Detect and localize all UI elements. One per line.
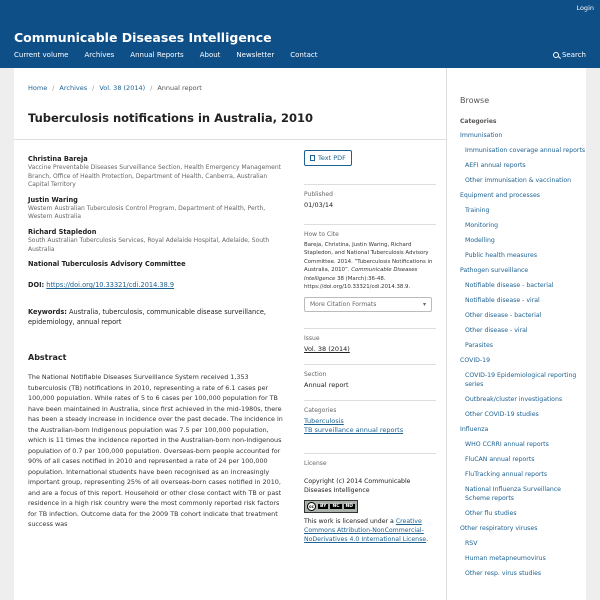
license-text: This work is licensed under a Creative Commons Attribution-NonCommercial-NoDerivatives 4.0 International License. [304, 518, 429, 544]
sidebar-subcategory[interactable]: FluCAN annual reports [465, 456, 535, 463]
sidebar-subcategory[interactable]: Training [465, 207, 490, 214]
abstract-heading: Abstract [28, 353, 67, 363]
section-block [304, 364, 436, 390]
breadcrumb-separator: / [92, 84, 95, 92]
sidebar-subcategory[interactable]: Parasites [465, 342, 493, 349]
sidebar-subcategory[interactable]: AEFI annual reports [465, 162, 526, 169]
sidebar-subcategory[interactable]: COVID-19 Epidemiological reporting series [465, 372, 577, 388]
breadcrumb-volume[interactable]: Vol. 38 (2014) [99, 84, 146, 92]
nav-about[interactable]: About [199, 51, 221, 59]
author-affiliation: South Australian Tuberculosis Services, Royal Adelaide Hospital, Adelaide, South Australia [28, 236, 270, 253]
author-name: National Tuberculosis Advisory Committee [28, 260, 186, 269]
sidebar-subcategory[interactable]: Notifiable disease - bacterial [465, 282, 554, 289]
sidebar-subcategory[interactable]: WHO CCRRI annual reports [465, 441, 549, 448]
search-icon [553, 52, 559, 58]
article-title: Tuberculosis notifications in Australia, 2010 [28, 111, 313, 125]
search-label: Search [561, 51, 586, 59]
sidebar-subcategory[interactable]: National Influenza Surveillance Scheme reports [465, 486, 561, 502]
sidebar-heading: Browse [460, 96, 490, 105]
author-name: Richard Stapledon [28, 227, 97, 236]
license-link[interactable]: Creative Commons Attribution-NonCommercial-NoDerivatives 4.0 International License [304, 518, 427, 544]
category-link-tuberculosis[interactable]: Tuberculosis [304, 417, 344, 426]
nav-archives[interactable]: Archives [84, 51, 115, 59]
citation-formats-dropdown[interactable] [304, 297, 432, 312]
author [28, 154, 284, 190]
copyright-text: Copyright (c) 2014 Communicable Diseases Intelligence [304, 478, 411, 495]
author [28, 195, 284, 222]
nav-current-volume[interactable]: Current volume [14, 51, 69, 59]
author-affiliation: Western Australian Tuberculosis Control Program, Department of Health, Perth, Western Australia [28, 204, 266, 221]
cc-license-badge[interactable] [304, 500, 358, 513]
citation-journal: Communicable Diseases Intelligence [304, 267, 418, 282]
published-label: Published [304, 191, 333, 198]
site-title[interactable]: Communicable Diseases Intelligence [14, 30, 272, 45]
sidebar-category[interactable]: Equipment and processes [460, 192, 540, 199]
author-name: Justin Waring [28, 195, 78, 204]
article-content [28, 154, 284, 530]
sidebar-subcategory[interactable]: RSV [465, 540, 478, 547]
sidebar-subcategory[interactable]: Public health measures [465, 252, 538, 259]
nav-contact[interactable]: Contact [290, 51, 318, 59]
cc-nc-label: NC [332, 504, 340, 510]
published-date: 01/03/14 [304, 201, 334, 209]
sidebar-category[interactable]: Influenza [460, 426, 489, 433]
pdf-label: Text PDF [318, 154, 346, 162]
citation-text: Bareja, Christina, Justin Waring, Richard Stapledon, and National Tuberculosis Advisory Committee. 2014. “Tuberculosis Notifications in Australia, 2010”. Communicable Diseases Intelligence 38 (March):36-48. https://doi.org/10.33321/cdi.2014.38.9. [304, 242, 433, 291]
published-block [304, 184, 436, 210]
main-nav [14, 51, 318, 59]
sidebar-category[interactable]: Immunisation [460, 132, 503, 139]
breadcrumb-separator: / [150, 84, 153, 92]
sidebar-subcategory[interactable]: Outbreak/cluster investigations [465, 396, 563, 403]
sidebar-category[interactable]: COVID-19 [460, 357, 491, 364]
file-icon [310, 155, 315, 162]
license-block [304, 453, 436, 544]
sidebar [446, 68, 586, 600]
citation-formats-label: More Citation Formats [310, 301, 377, 309]
sidebar-subcategory[interactable]: Monitoring [465, 222, 499, 229]
sidebar-subcategory[interactable]: Modelling [465, 237, 495, 244]
sidebar-subcategory[interactable]: Human metapneumovirus [465, 555, 546, 562]
categories-block [304, 400, 436, 435]
sidebar-subcategory[interactable]: Other immunisation & vaccination [465, 177, 572, 184]
issue-link[interactable]: Vol. 38 (2014) [304, 345, 350, 354]
cc-by-label: BY [320, 504, 327, 510]
sidebar-categories-label: Categories [460, 118, 497, 125]
sidebar-subcategory[interactable]: Immunisation coverage annual reports [465, 147, 586, 154]
categories-label: Categories [304, 407, 337, 415]
nav-annual-reports[interactable]: Annual Reports [130, 51, 184, 59]
doi [28, 281, 284, 289]
breadcrumb-separator: / [52, 84, 55, 92]
breadcrumb [28, 84, 202, 92]
issue-block [304, 328, 436, 354]
sidebar-subcategory[interactable]: Other COVID-19 studies [465, 411, 539, 418]
issue-label: Issue [304, 335, 320, 343]
section-label: Section [304, 371, 327, 379]
divider [14, 139, 446, 140]
article-main [14, 68, 446, 600]
sidebar-subcategory[interactable]: Other flu studies [465, 510, 517, 517]
sidebar-category-list [460, 118, 586, 584]
cite-block [304, 224, 436, 312]
cite-label: How to Cite [304, 231, 339, 238]
breadcrumb-home[interactable]: Home [28, 84, 48, 92]
login-link[interactable]: Login [576, 4, 594, 12]
sidebar-category[interactable]: Pathogen surveillance [460, 267, 529, 274]
author-affiliation: Vaccine Preventable Diseases Surveillance Section, Health Emergency Management Branch, Office of Health Protection, Department of Health, Canberra, Australian Capital Territory [28, 164, 281, 189]
sidebar-subcategory[interactable]: Other resp. virus studies [465, 570, 542, 577]
sidebar-category[interactable]: Other respiratory viruses [460, 525, 538, 532]
article-details [304, 150, 436, 544]
license-label: License [304, 460, 327, 468]
nav-newsletter[interactable]: Newsletter [236, 51, 275, 59]
pdf-download-button[interactable] [304, 150, 352, 166]
chevron-down-icon: ▾ [422, 301, 426, 309]
search-link[interactable] [553, 51, 586, 59]
sidebar-subcategory[interactable]: Other disease - viral [465, 327, 528, 334]
sidebar-subcategory[interactable]: Notifiable disease - viral [465, 297, 540, 304]
sidebar-subcategory[interactable]: FluTracking annual reports [465, 471, 548, 478]
keywords-label: Keywords: [28, 308, 67, 317]
cc-icon: cc [307, 502, 316, 511]
sidebar-subcategory[interactable]: Other disease - bacterial [465, 312, 542, 319]
author-name: Christina Bareja [28, 155, 88, 163]
doi-link[interactable]: https://doi.org/10.33321/cdi.2014.38.9 [46, 281, 175, 290]
section-value: Annual report [304, 381, 349, 390]
site-header [0, 0, 600, 68]
category-link-tb-surveillance[interactable]: TB surveillance annual reports [304, 426, 404, 435]
cc-nd-label: ND [345, 504, 354, 510]
breadcrumb-current: Annual report [157, 84, 202, 92]
keywords-value: Australia, tuberculosis, communicable disease surveillance, epidemiology, annual report [28, 308, 266, 327]
keywords [28, 307, 284, 327]
doi-label: DOI: [28, 281, 45, 290]
breadcrumb-archives[interactable]: Archives [59, 84, 88, 92]
author [28, 259, 284, 269]
author [28, 227, 284, 254]
abstract-text: The National Notifiable Diseases Surveillance System received 1,353 tuberculosis (TB) notifications in 2010, representing a rate of 6.1 cases per 100,000 population. While rates of 5 to 6 cases per 100,000 population for TB have been maintained in Australia, since first achieved in the mid-1980s, there has been a steady increase in incidence over the past decade. The incidence in the Australian-born Indigenous population was 7.5 per 100,000 population, which is 11 times the incidence reported in the Australian-born non-Indigenous population of 0.7 per 100,000 population. Overseas-born people accounted for 90% of all cases notified in 2010 and represented a rate of 24 per 100,000 population. International students have been recognised as an increasingly important group, representing 25% of all overseas-born cases notified in 2010, and are a focus of this report. Household or other close contact with TB or past residence in a high risk country were the most commonly reported risk factors for TB infection. Outcome data for the 2009 TB cohort indicate that treatment success was [28, 373, 283, 529]
